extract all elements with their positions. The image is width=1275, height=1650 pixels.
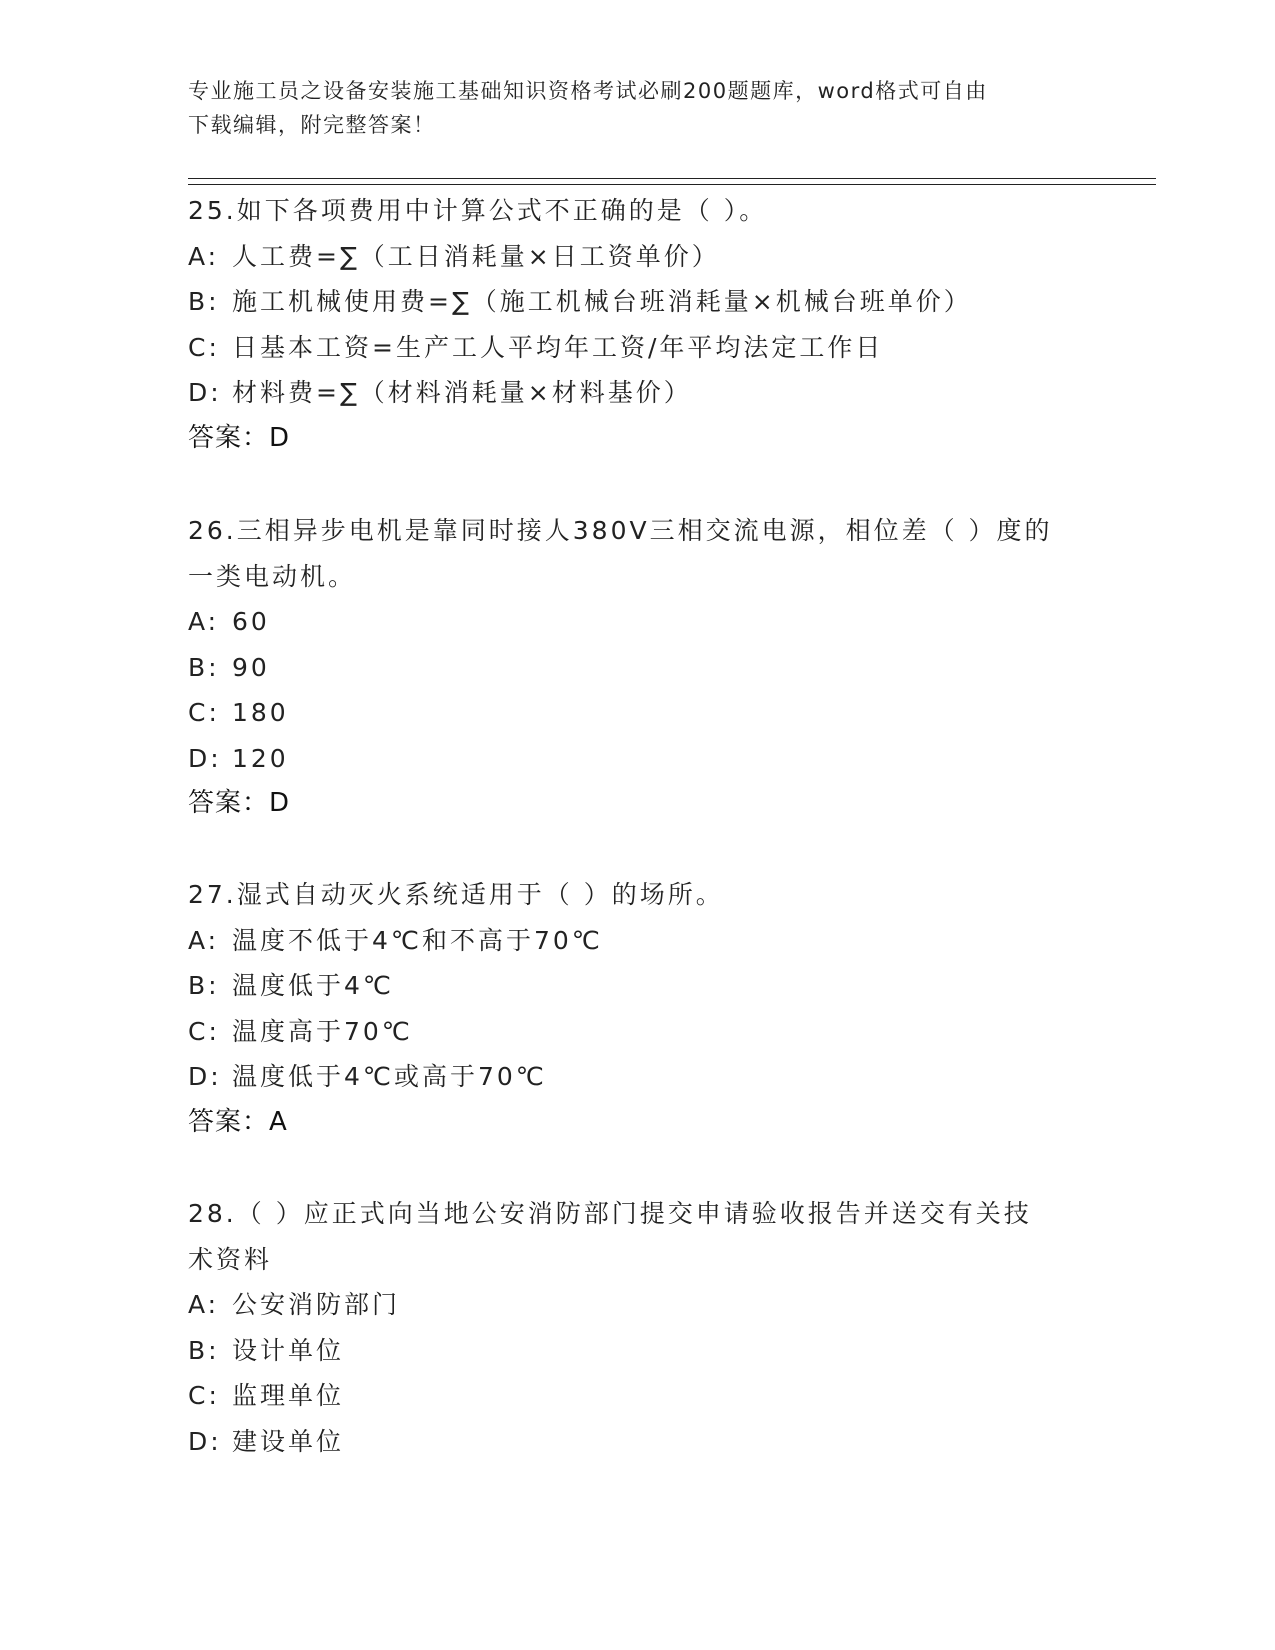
- option-text: 120: [232, 743, 289, 773]
- question-stem: 26.三相异步电机是靠同时接人380V三相交流电源，相位差（ ）度的: [188, 516, 1053, 545]
- answer-label: 答案：D: [188, 422, 291, 453]
- header-line-1: 专业施工员之设备安装施工基础知识资格考试必刷200题题库，word格式可自由: [188, 79, 988, 103]
- option-letter: C:: [188, 1016, 220, 1046]
- option-letter: C:: [188, 332, 220, 362]
- option-text: 温度低于4℃: [232, 971, 394, 1000]
- header-divider-top: [188, 178, 1156, 179]
- option-a: [188, 599, 1088, 645]
- option-text: 建设单位: [232, 1426, 345, 1456]
- option-letter: D:: [188, 743, 222, 773]
- question-28: [188, 1191, 1088, 1464]
- question-stem: 27.湿式自动灭火系统适用于（ ）的场所。: [188, 880, 724, 909]
- option-letter: B:: [188, 652, 220, 682]
- question-25: [188, 188, 1088, 461]
- option-text: 温度不低于4℃和不高于70℃: [232, 925, 603, 955]
- option-text: 监理单位: [232, 1381, 345, 1410]
- answer-label: 答案：A: [188, 1106, 288, 1137]
- option-text: 60: [232, 607, 270, 636]
- option-letter: A:: [188, 241, 220, 271]
- option-letter: B:: [188, 1335, 220, 1365]
- option-d: [188, 1419, 1088, 1465]
- option-b: [188, 279, 1088, 325]
- option-letter: D:: [188, 378, 222, 407]
- option-text: 施工机械使用费=∑（施工机械台班消耗量×机械台班单价）: [232, 287, 972, 316]
- option-c: [188, 325, 1088, 371]
- header-divider-bottom: [188, 184, 1156, 185]
- option-d: [188, 736, 1088, 782]
- option-text: 设计单位: [232, 1335, 345, 1365]
- question-27: [188, 872, 1088, 1145]
- option-text: 温度低于4℃或高于70℃: [232, 1062, 547, 1091]
- option-letter: A:: [188, 607, 220, 636]
- option-c: [188, 1373, 1088, 1419]
- option-c: [188, 690, 1088, 736]
- option-text: 材料费=∑（材料消耗量×材料基价）: [232, 378, 692, 407]
- option-a: [188, 234, 1088, 280]
- option-letter: C:: [188, 1381, 220, 1410]
- option-text: 90: [232, 652, 270, 682]
- option-letter: C:: [188, 698, 220, 727]
- option-b: [188, 645, 1088, 691]
- document-header: [188, 74, 1088, 142]
- option-text: 温度高于70℃: [232, 1016, 413, 1046]
- question-stem-continued: 术资料: [188, 1244, 273, 1274]
- option-d: [188, 370, 1088, 416]
- option-letter: A:: [188, 1290, 220, 1319]
- option-letter: D:: [188, 1426, 222, 1456]
- question-stem: 25.如下各项费用中计算公式不正确的是（ ）。: [188, 196, 768, 225]
- option-text: 180: [232, 698, 289, 727]
- option-letter: B:: [188, 971, 220, 1000]
- option-letter: D:: [188, 1062, 222, 1091]
- header-line-2: 下载编辑，附完整答案！: [188, 113, 436, 137]
- question-stem-continued: 一类电动机。: [188, 561, 357, 591]
- question-26: [188, 508, 1088, 827]
- option-b: [188, 963, 1088, 1009]
- option-c: [188, 1009, 1088, 1055]
- option-a: [188, 918, 1088, 964]
- answer-label: 答案：D: [188, 788, 291, 818]
- option-b: [188, 1328, 1088, 1374]
- option-text: 公安消防部门: [232, 1290, 401, 1319]
- option-letter: A:: [188, 925, 220, 955]
- question-stem: 28.（ ）应正式向当地公安消防部门提交申请验收报告并送交有关技: [188, 1199, 1032, 1228]
- option-text: 日基本工资=生产工人平均年工资/年平均法定工作日: [232, 332, 884, 362]
- option-letter: B:: [188, 287, 220, 316]
- option-d: [188, 1054, 1088, 1100]
- option-a: [188, 1282, 1088, 1328]
- option-text: 人工费=∑（工日消耗量×日工资单价）: [232, 241, 720, 271]
